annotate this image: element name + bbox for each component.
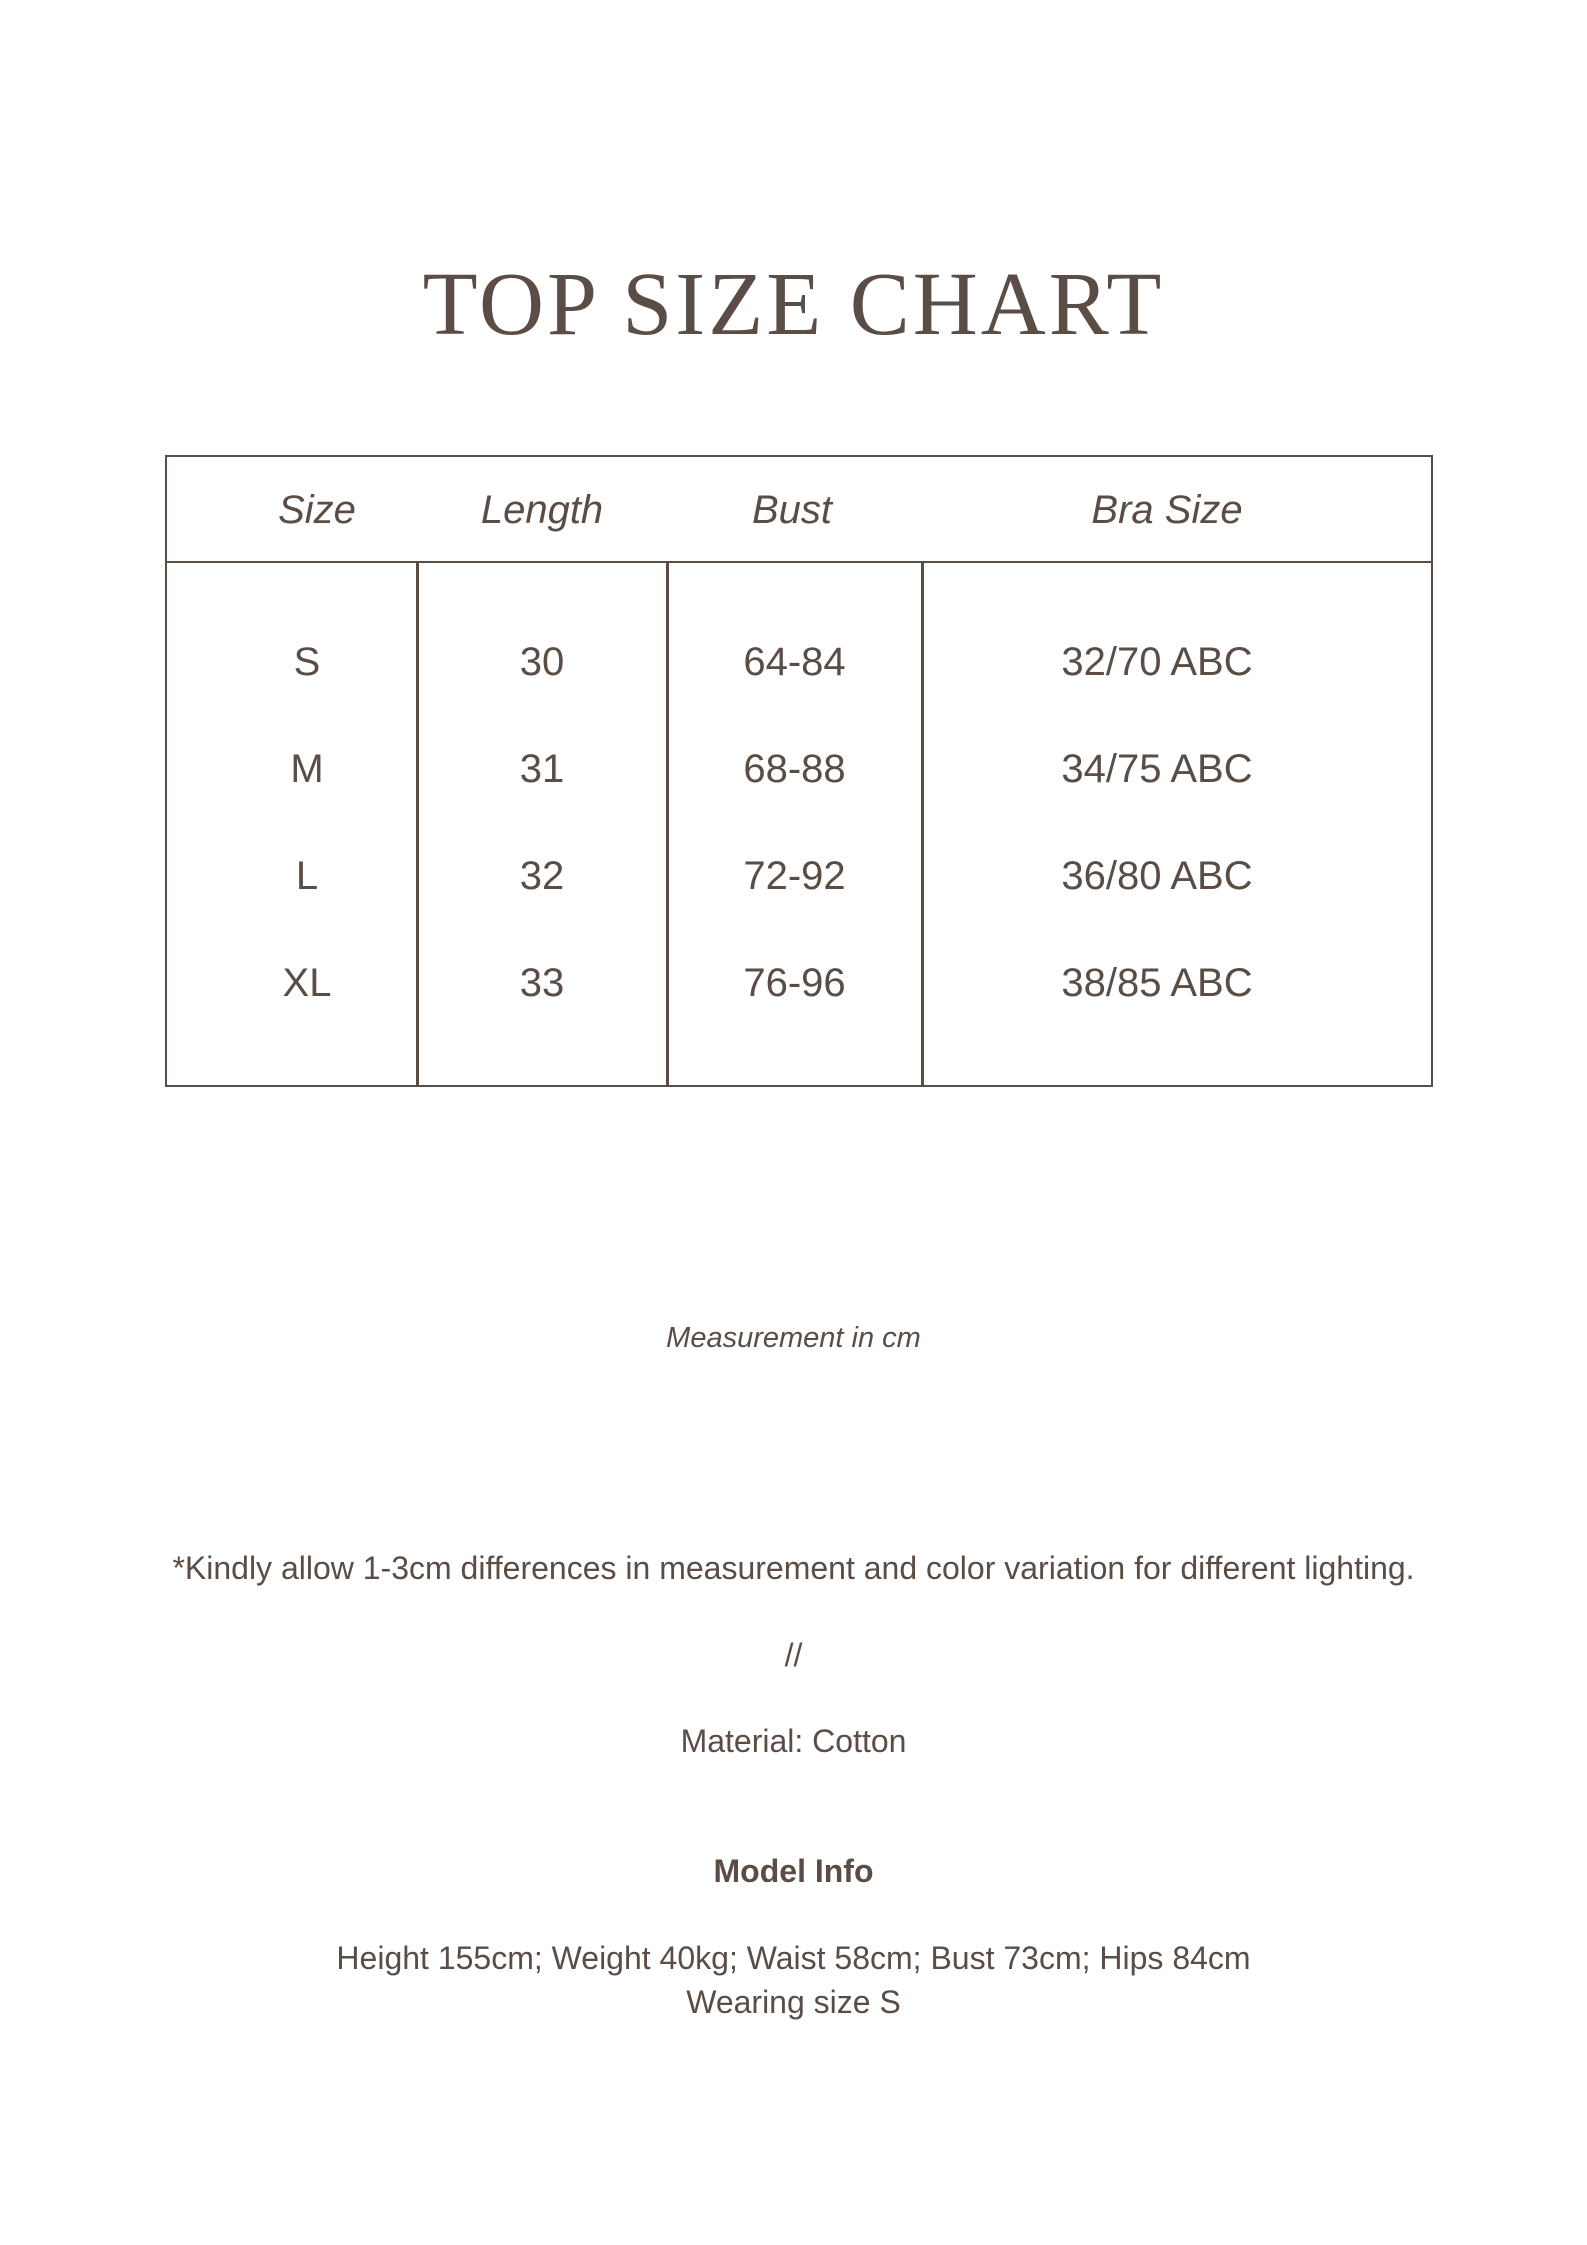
cell-bra-size: 34/75 ABC bbox=[1061, 747, 1253, 791]
cell-length: 31 bbox=[519, 747, 565, 791]
measurement-disclaimer: *Kindly allow 1-3cm differences in measurement and color variation for different lighting. bbox=[172, 1550, 1415, 1586]
table-header-row bbox=[167, 457, 1431, 563]
model-wearing-size: Wearing size S bbox=[686, 1984, 901, 2020]
cell-size: S bbox=[293, 640, 321, 684]
cell-bust: 76-96 bbox=[743, 961, 846, 1005]
header-length: Length bbox=[480, 488, 604, 532]
measurement-unit-note: Measurement in cm bbox=[666, 1322, 921, 1354]
header-size: Size bbox=[278, 488, 356, 532]
cell-length: 30 bbox=[519, 640, 565, 684]
cell-size: L bbox=[295, 854, 319, 898]
section-divider: // bbox=[784, 1637, 803, 1673]
cell-bust: 64-84 bbox=[743, 640, 846, 684]
page-title: TOP SIZE CHART bbox=[422, 255, 1165, 354]
cell-bust: 72-92 bbox=[743, 854, 846, 898]
cell-size: M bbox=[290, 747, 324, 791]
cell-bust: 68-88 bbox=[743, 747, 846, 791]
header-bust: Bust bbox=[751, 488, 833, 532]
cell-length: 32 bbox=[519, 854, 565, 898]
cell-length: 33 bbox=[519, 961, 565, 1005]
material-info: Material: Cotton bbox=[680, 1723, 907, 1759]
size-chart-table bbox=[165, 455, 1433, 1087]
model-measurements: Height 155cm; Weight 40kg; Waist 58cm; Bust 73cm; Hips 84cm bbox=[336, 1940, 1251, 1976]
cell-bra-size: 32/70 ABC bbox=[1061, 640, 1253, 684]
header-bra-size: Bra Size bbox=[1091, 488, 1243, 532]
cell-bra-size: 36/80 ABC bbox=[1061, 854, 1253, 898]
model-info-heading: Model Info bbox=[713, 1853, 874, 1889]
cell-bra-size: 38/85 ABC bbox=[1061, 961, 1253, 1005]
cell-size: XL bbox=[282, 961, 332, 1005]
